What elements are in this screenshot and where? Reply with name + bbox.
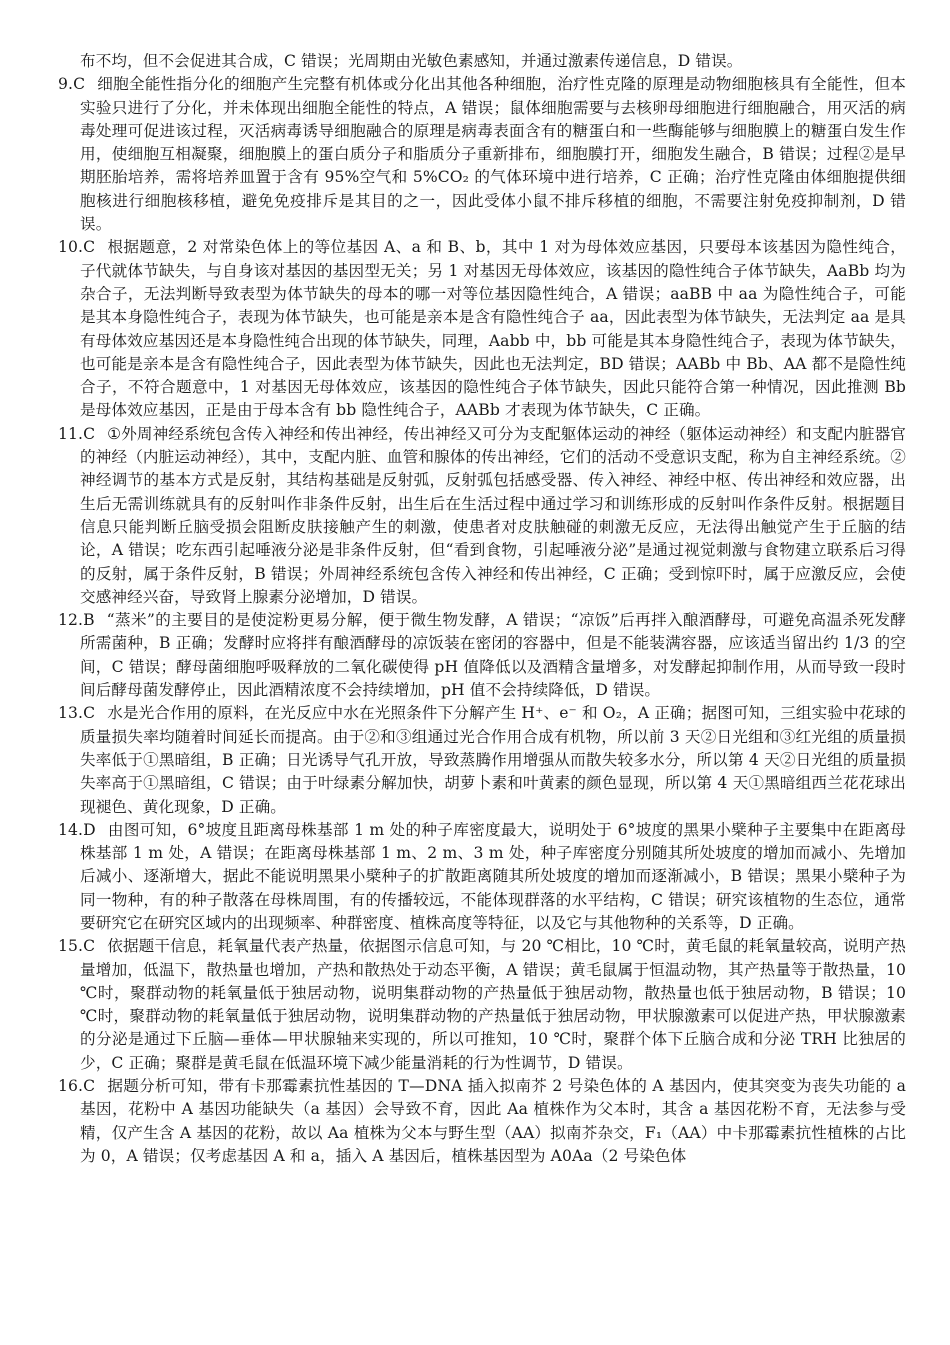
item-number: 10.: [58, 238, 84, 257]
item-number: 14.: [58, 820, 84, 839]
answer-item-9: [58, 73, 906, 236]
answer-item-16: [58, 1075, 906, 1168]
item-answer: C: [73, 75, 86, 94]
item-explanation: 由图可知，6°坡度且距离母株基部 1 m 处的种子库密度最大，说明处于 6°坡度的黑果小檗种子主要集中在距离母株基部 1 m 处，A 错误；在距离母株基部 1 m、2 m、3 m 处，种子库密度分别随其所处坡度的增加而减小、先增加后减小、逐渐增大，据此不能说明黑果小檗种子的扩散距离随其所处坡度的增加而逐渐减小，B 错误；黑果小檗种子为同一物种，有的种子散落在母株周围，有的传播较远，不能体现群落的水平结构，C 错误；研究该植物的生态位，通常要研究它在研究区域内的出现频率、种群密度、植株高度等特征，以及它与其他物种的关系等，D 正确。: [80, 820, 906, 932]
item-number: 11.: [58, 424, 84, 443]
item-explanation: 根据题意，2 对常染色体上的等位基因 A、a 和 B、b，其中 1 对为母体效应基因，只要母本该基因为隐性纯合，子代就体节缺失，与自身该对基因的基因型无关；另 1 对基因无母体效应，该基因的隐性纯合子体节缺失，AaBb 均为杂合子，无法判断导致表型为体节缺失的母本的哪一对等位基因隐性纯合，A 错误；aaBB 中 aa 为隐性纯合子，可能是其本身隐性纯合子，表现为体节缺失，也可能是亲本是含有隐性纯合子 aa，因此表型为体节缺失，无法判定 aa 是具有母体效应基因还是本身隐性纯合出现的体节缺失，同理，Aabb 中，bb 可能是其本身隐性纯合子，表现为体节缺失，也可能是亲本是含有隐性纯合子，因此表型为体节缺失，因此也无法判定，BD 错误；AABb 中 Bb、AA 都不是隐性纯合子，不符合题意中，1 对基因无母体效应，该基因的隐性纯合子体节缺失，因此只能符合第一种情况，因此推测 Bb 是母体效应基因，正是由于母本含有 bb 隐性纯合子，AABb 才表现为体节缺失，C 正确。: [80, 238, 906, 420]
answer-item-14: [58, 819, 906, 935]
answer-item-11: [58, 423, 906, 609]
item-number: 9.: [58, 75, 74, 94]
item-number: 16.: [58, 1077, 84, 1096]
answer-item-12: [58, 609, 906, 702]
item-number: 15.: [58, 937, 84, 956]
item-answer: C: [83, 424, 96, 443]
item-number: 12.: [58, 611, 84, 630]
item-answer: C: [83, 238, 96, 257]
item-explanation: 细胞全能性指分化的细胞产生完整有机体或分化出其他各种细胞，治疗性克隆的原理是动物细胞核具有全能性，但本实验只进行了分化，并未体现出细胞全能性的特点，A 错误；鼠体细胞需要与去核卵母细胞进行细胞融合，用灭活的病毒处理可促进该过程，灭活病毒诱导细胞融合的原理是病毒表面含有的糖蛋白和一些酶能够与细胞膜上的糖蛋白发生作用，使细胞互相凝聚，细胞膜上的蛋白质分子和脂质分子重新排布，细胞膜打开，细胞发生融合，B 错误；过程②是早期胚胎培养，需将培养皿置于含有 95%空气和 5%CO₂ 的气体环境中进行培养，C 正确；治疗性克隆由体细胞提供细胞核进行细胞核移植，避免免疫排斥是其目的之一，因此受体小鼠不排斥移植的细胞，不需要注射免疫抑制剂，D 错误。: [80, 75, 906, 234]
item-explanation: ①外周神经系统包含传入神经和传出神经，传出神经又可分为支配躯体运动的神经（躯体运动神经）和支配内脏器官的神经（内脏运动神经），其中，支配内脏、血管和腺体的传出神经，它们的活动不受意识支配，称为自主神经系统。②神经调节的基本方式是反射，其结构基础是反射弧，反射弧包括感受器、传入神经、神经中枢、传出神经和效应器，出生后无需训练就具有的反射叫作非条件反射，出生后在生活过程中通过学习和训练形成的反射叫作条件反射。根据题目信息只能判断丘脑受损会阻断皮肤接触产生的刺激，使患者对皮肤触碰的刺激无反应，无法得出触觉产生于丘脑的结论，A 错误；吃东西引起唾液分泌是非条件反射，但“看到食物，引起唾液分泌”是通过视觉刺激与食物建立联系后习得的反射，属于条件反射，B 错误；外周神经系统包含传入神经和传出神经，C 正确；受到惊吓时，属于应激反应，会使交感神经兴奋，导致肾上腺素分泌增加，D 错误。: [80, 424, 906, 606]
item-answer: C: [83, 937, 96, 956]
answer-item-15: [58, 935, 906, 1075]
item-answer: C: [83, 704, 96, 723]
answer-item-13: [58, 702, 906, 818]
item-number: 13.: [58, 704, 84, 723]
item-explanation: 据题分析可知，带有卡那霉素抗性基因的 T—DNA 插入拟南芥 2 号染色体的 A 基因内，使其突变为丧失功能的 a 基因，花粉中 A 基因功能缺失（a 基因）会导致不育，因此 Aa 植株作为父本时，其含 a 基因花粉不育，无法参与受精，仅产生含 A 基因的花粉，故以 Aa 植株为父本与野生型（AA）拟南芥杂交，F₁（AA）中卡那霉素抗性植株的占比为 0，A 错误；仅考虑基因 A 和 a，插入 A 基因后，植株基因型为 A0Aa（2 号染色体: [80, 1077, 906, 1165]
answer-item-10: [58, 236, 906, 422]
item-answer: B: [83, 611, 95, 630]
item-answer: D: [83, 820, 96, 839]
item-answer: C: [83, 1077, 96, 1096]
lead-paragraph: 布不均，但不会促进其合成，C 错误；光周期由光敏色素感知，并通过激素传递信息，D 错误。: [80, 52, 743, 70]
item-explanation: 水是光合作用的原料，在光反应中水在光照条件下分解产生 H⁺、e⁻ 和 O₂，A 正确；据图可知，三组实验中花球的质量损失率均随着时间延长而提高。由于②和③组通过光合作用合成有机物，所以前 3 天②日光组和③红光组的质量损失率低于①黑暗组，B 正确；日光诱导气孔开放，导致蒸腾作用增强从而散失较多水分，所以第 4 天②日光组的质量损失率高于①黑暗组，C 错误；由于叶绿素分解加快，胡萝卜素和叶黄素的颜色显现，所以第 4 天①黑暗组西兰花花球出现褪色、黄化现象，D 正确。: [80, 704, 906, 816]
answer-explanations-page: [58, 50, 906, 1168]
item-explanation: “蒸米”的主要目的是使淀粉更易分解，便于微生物发酵，A 错误；“凉饭”后再拌入酿酒酵母，可避免高温杀死发酵所需菌种，B 正确；发酵时应将拌有酿酒酵母的凉饭装在密闭的容器中，但是不能装满容器，应该适当留出约 1/3 的空间，C 错误；酵母菌细胞呼吸释放的二氧化碳使得 pH 值降低以及酒精含量增多，对发酵起抑制作用，从而导致一段时间后酵母菌发酵停止，因此酒精浓度不会持续增加，pH 值不会持续降低，D 错误。: [80, 611, 906, 700]
item-explanation: 依据题干信息，耗氧量代表产热量，依据图示信息可知，与 20 ℃相比，10 ℃时，黄毛鼠的耗氧量较高，说明产热量增加，低温下，散热量也增加，产热和散热处于动态平衡，A 错误；黄毛鼠属于恒温动物，其产热量等于散热量，10 ℃时，聚群动物的耗氧量低于独居动物，说明集群动物的产热量低于独居动物，散热量也低于独居动物，B 错误；10 ℃时，聚群动物的耗氧量低于独居动物，说明集群动物的产热量低于独居动物，甲状腺激素可以促进产热，甲状腺激素的分泌是通过下丘脑—垂体—甲状腺轴来实现的，所以可推知，10 ℃时，聚群个体下丘脑合成和分泌 TRH 比独居的少，C 正确；聚群是黄毛鼠在低温环境下减少能量消耗的行为性调节，D 错误。: [80, 937, 906, 1072]
